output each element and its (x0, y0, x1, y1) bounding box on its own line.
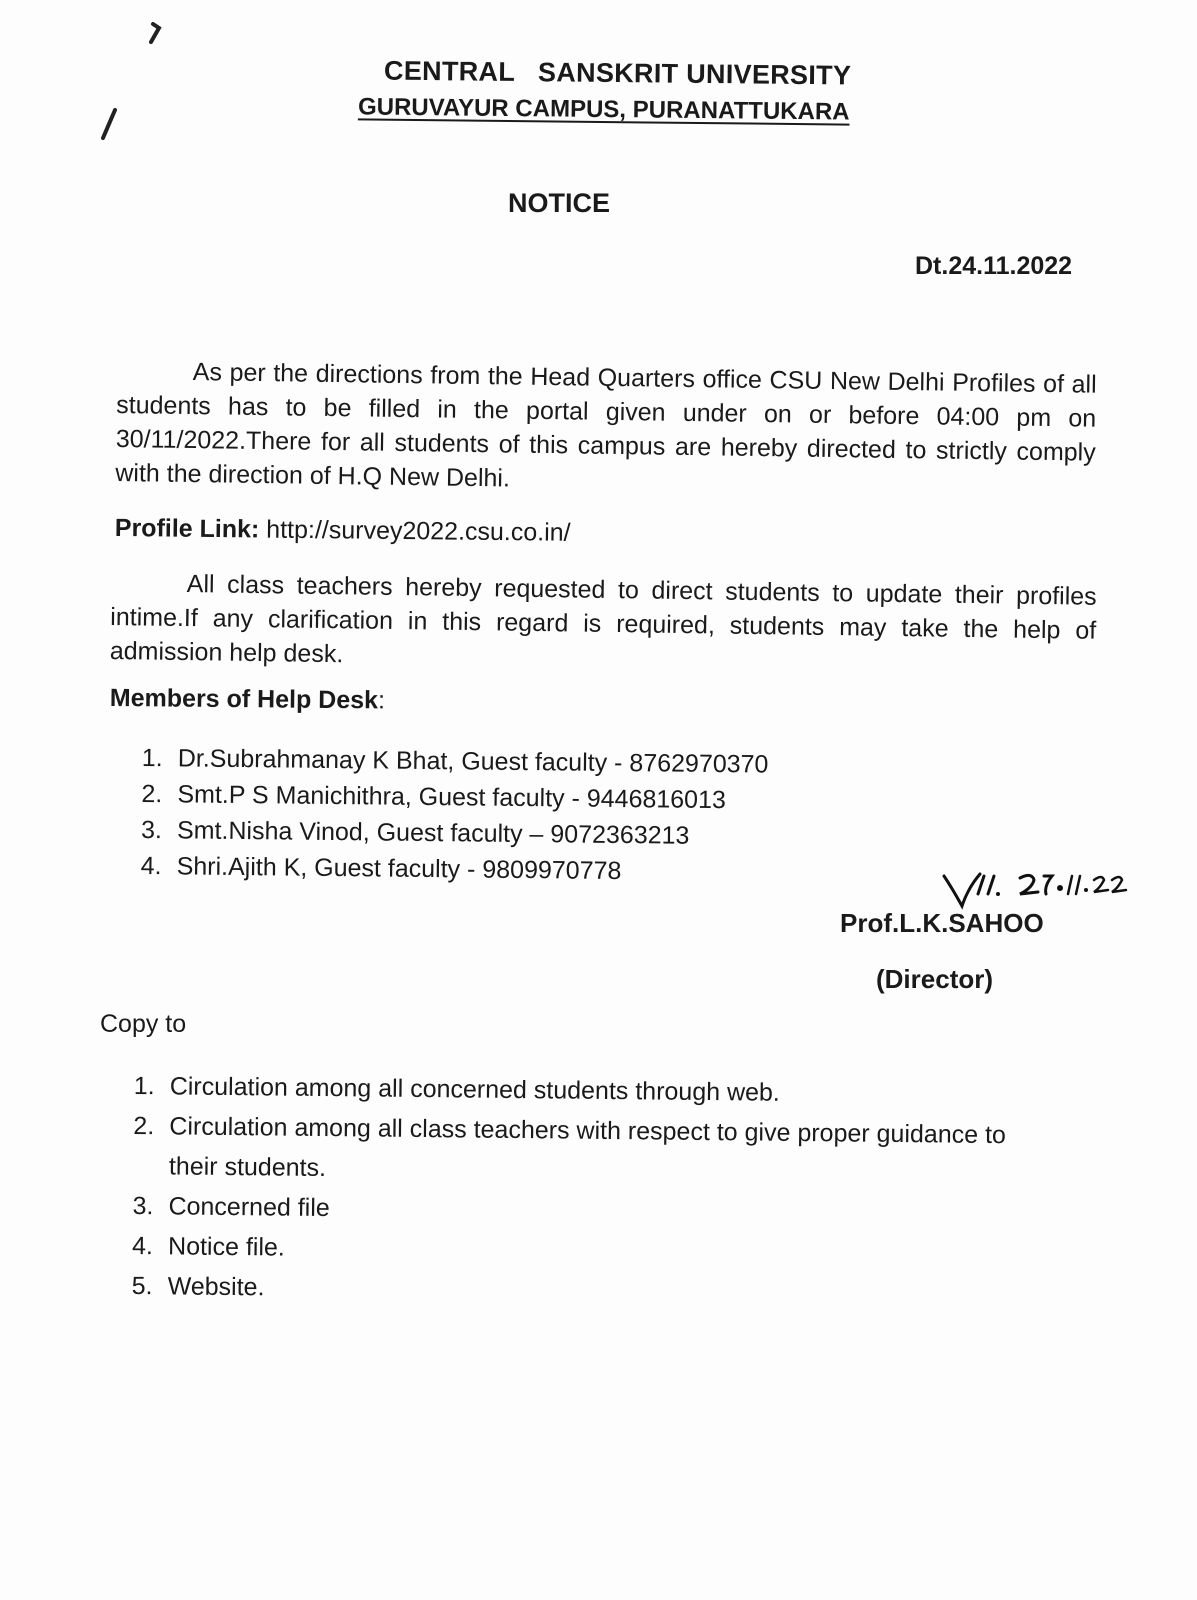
signatory-designation: (Director) (876, 964, 994, 994)
campus-name: GURUVAYUR CAMPUS, PURANATTUKARA (357, 93, 850, 126)
profile-link-line (115, 514, 571, 548)
member-text: Smt.Nisha Vinod, Guest faculty – 9072363213 (176, 816, 690, 850)
copy-item-text: Notice file. (167, 1232, 285, 1262)
member-text: Dr.Subrahmanay K Bhat, Guest faculty - 8762970370 (177, 744, 769, 779)
notice-paragraph-2: All class teachers hereby requested to direct students to update their profiles intime.If any clarification in this regard is required, students may take the help of admission help desk. (109, 570, 1097, 669)
profile-link-label: Profile Link: (114, 514, 260, 544)
list-number: 5. (131, 1271, 153, 1301)
list-item (133, 1106, 1014, 1195)
helpdesk-heading-text: Members of Help Desk (109, 684, 379, 715)
list-number: 2. (133, 1111, 155, 1141)
helpdesk-members-list (140, 740, 768, 891)
member-text: Smt.P S Manichithra, Guest faculty - 9446816013 (177, 780, 727, 815)
list-item (140, 848, 767, 891)
copy-to-label: Copy to (100, 1010, 187, 1038)
list-number: 4. (131, 1231, 154, 1261)
list-number: 3. (140, 815, 163, 845)
university-name: CENTRAL SANSKRIT UNIVERSITY (383, 55, 852, 91)
copy-to-list (131, 1066, 1013, 1315)
notice-date: Dt.24.11.2022 (915, 252, 1073, 280)
signatory-name: Prof.L.K.SAHOO (840, 908, 1044, 938)
copy-item-text: Circulation among all class teachers with respect to give proper guidance to their students. (168, 1112, 1007, 1183)
helpdesk-heading-colon: : (377, 686, 386, 715)
profile-link-url[interactable]: http://survey2022.csu.co.in/ (266, 515, 571, 547)
list-number: 1. (133, 1071, 155, 1101)
list-item (131, 1266, 1011, 1315)
list-number: 1. (141, 743, 163, 773)
helpdesk-heading (110, 684, 385, 715)
list-number: 4. (140, 851, 162, 881)
notice-title: NOTICE (508, 188, 611, 218)
notice-paragraph-1: As per the directions from the Head Quarters office CSU New Delhi Profiles of all students has to be filled in the portal given under on or before 04:00 pm on 30/11/2022.There for all students of this campus are hereby directed to strictly comply with the direction of H.Q New Delhi. (115, 358, 1097, 493)
member-text: Shri.Ajith K, Guest faculty - 9809970778 (176, 852, 622, 886)
copy-item-text: Concerned file (168, 1192, 330, 1223)
copy-item-text: Website. (167, 1272, 265, 1302)
copy-item-text: Circulation among all concerned students through web. (169, 1072, 780, 1107)
punch-hole-marks (95, 10, 175, 150)
list-number: 2. (141, 779, 163, 809)
list-number: 3. (132, 1191, 154, 1221)
